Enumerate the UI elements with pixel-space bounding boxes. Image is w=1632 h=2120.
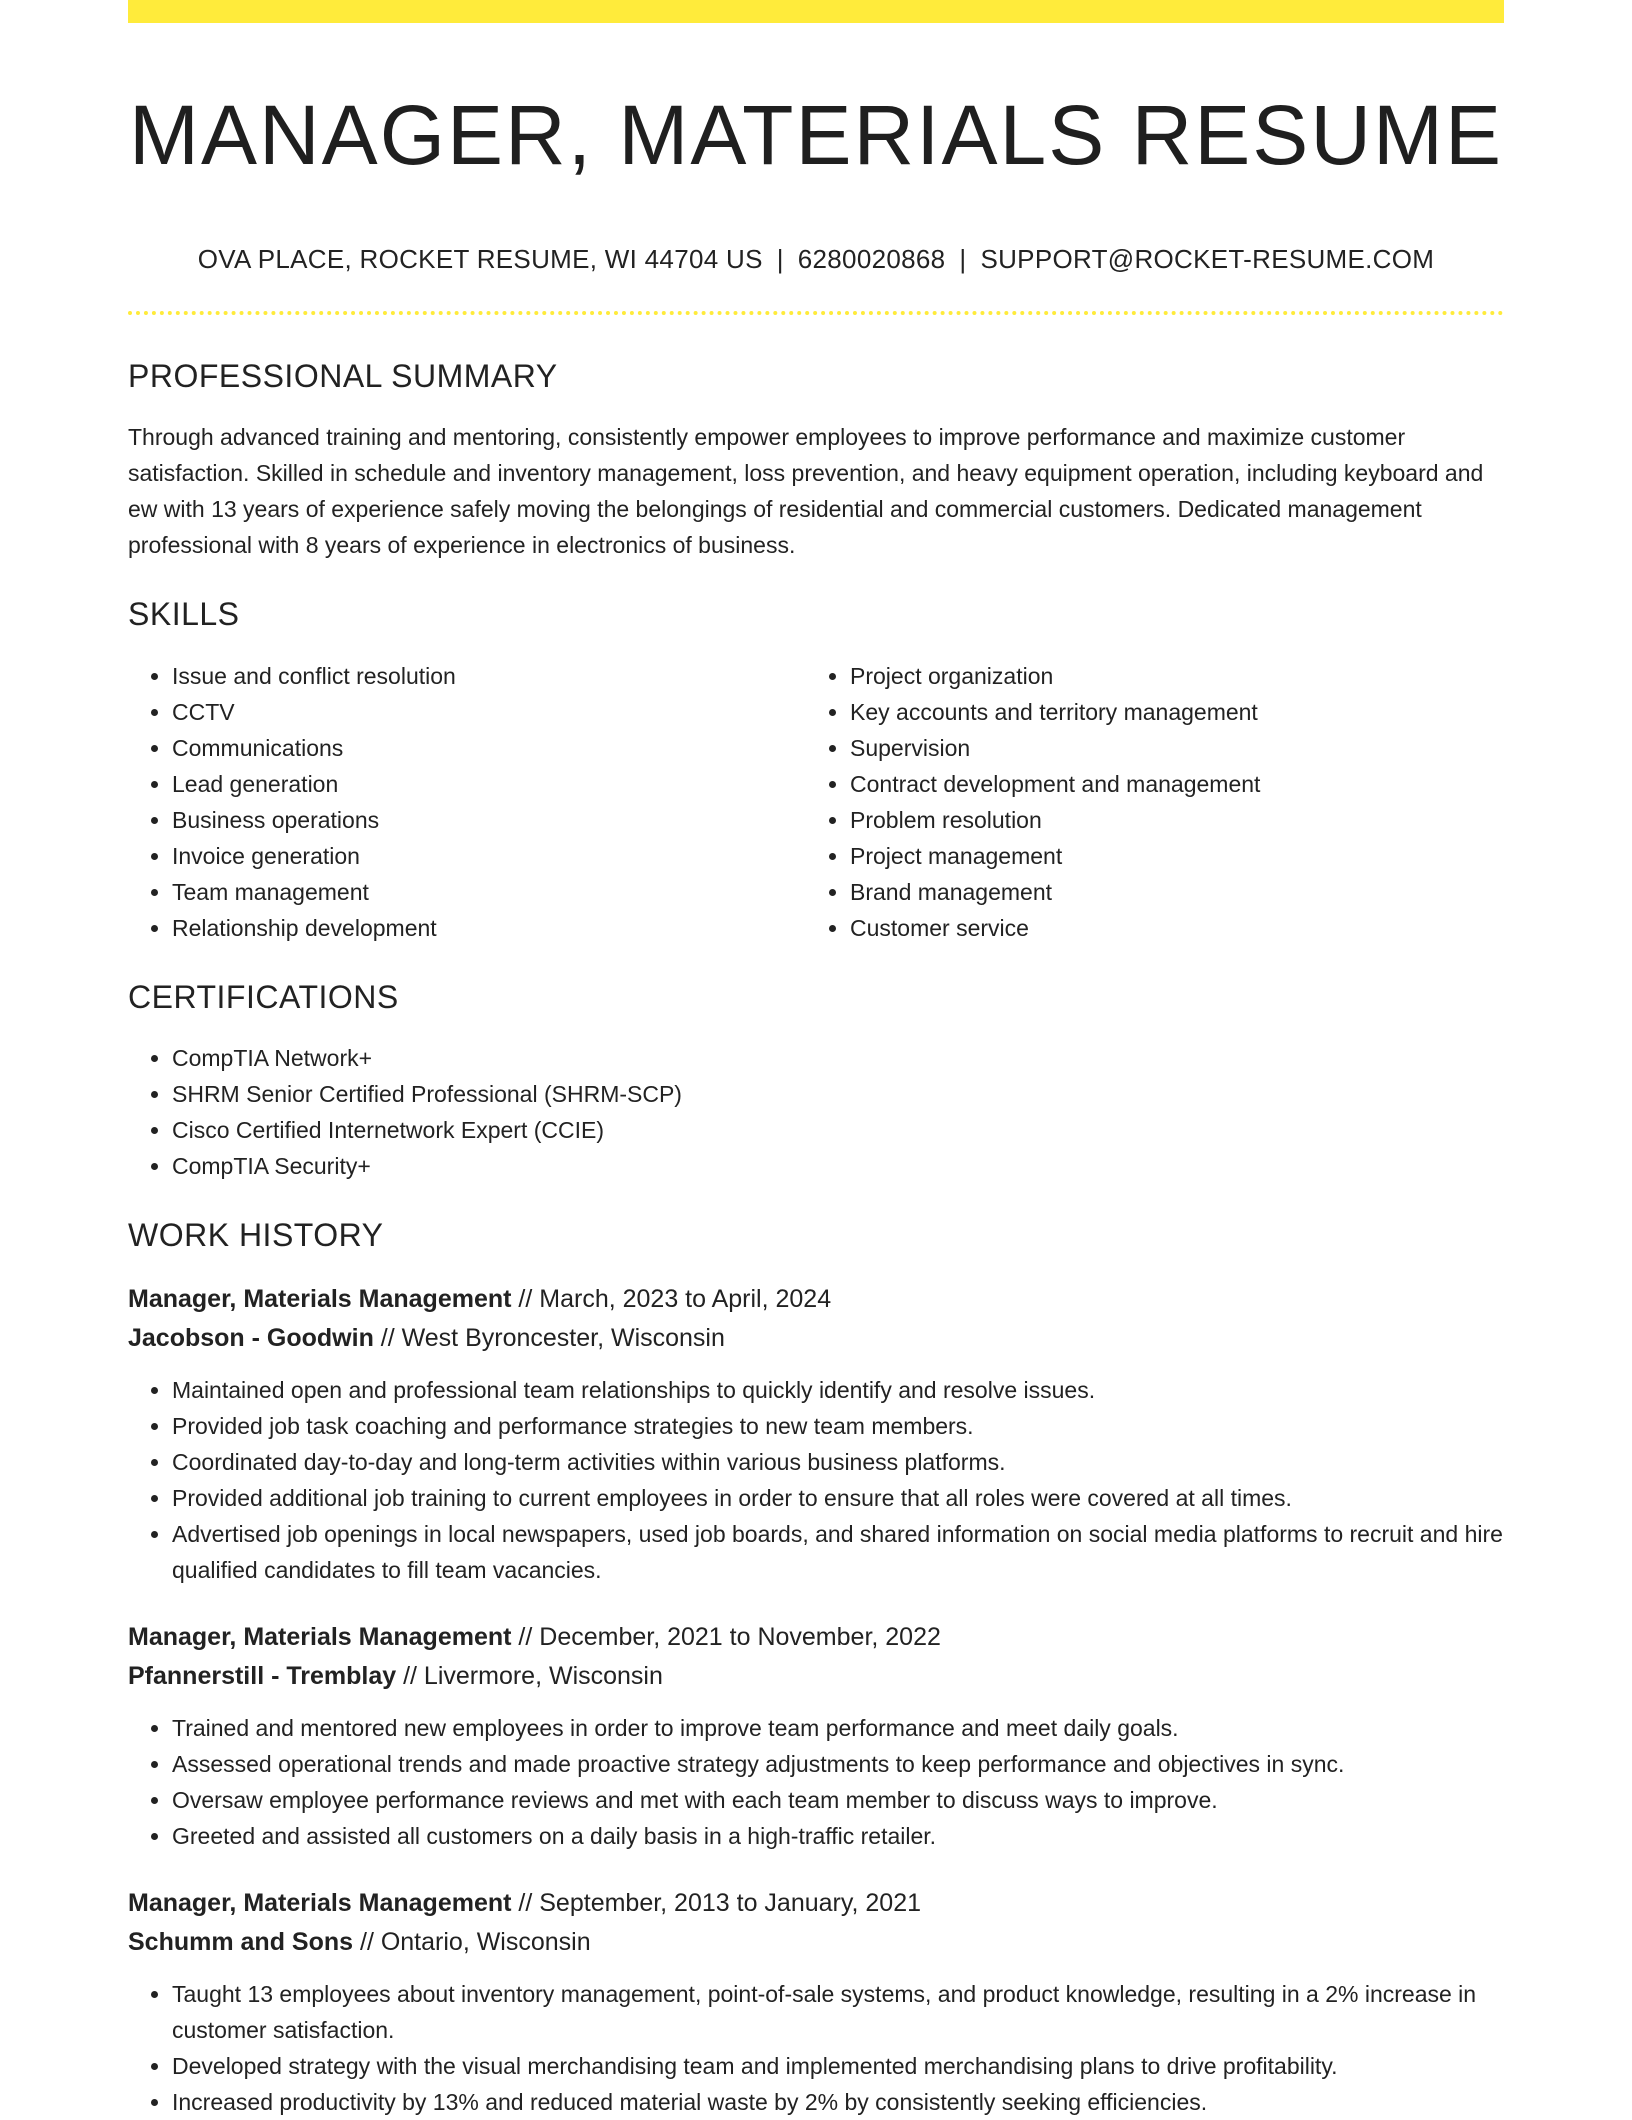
job-bullet: • Provided additional job training to current employees in order to ensure that all roles were covered at all times. [172, 1480, 1504, 1516]
job-entry [128, 1884, 1504, 2120]
skill-item: • Brand management [850, 874, 1484, 910]
skills-column-left [128, 658, 806, 946]
skill-item: • Communications [172, 730, 806, 766]
work-history-heading: WORK HISTORY [128, 1216, 384, 1253]
job-bullet: • Advertised job openings in local newspapers, used job boards, and shared information on social media platforms to recruit and hire qualified candidates to fill team vacancies. [172, 1516, 1504, 1588]
job-bullet: • Developed strategy with the visual merchandising team and implemented merchandising plans to drive profitability. [172, 2048, 1504, 2084]
certification-item: • Cisco Certified Internetwork Expert (CCIE) [172, 1112, 1504, 1148]
skill-item: • Issue and conflict resolution [172, 658, 806, 694]
job-bullets [128, 1710, 1504, 1854]
contact-address: OVA PLACE, ROCKET RESUME, WI 44704 US [197, 243, 763, 274]
job-bullet: • Assessed operational trends and made proactive strategy adjustments to keep performance and objectives in sync. [172, 1746, 1504, 1782]
job-company-line [128, 1657, 1504, 1696]
job-dates: // December, 2021 to November, 2022 [518, 1623, 941, 1652]
job-role-line [128, 1884, 1504, 1923]
job-company-line [128, 1319, 1504, 1358]
summary-text: Through advanced training and mentoring, consistently empower employees to improve performance and maximize customer satisfaction. Skilled in schedule and inventory management, loss prevention, and heavy equipment operation, including keyboard and ew with 13 years of experience safely moving the belongings of residential and commercial customers. Dedicated management professional with 8 years of experience in electronics of business. [128, 424, 1484, 559]
job-bullet: • Trained and mentored new employees in order to improve team performance and meet daily goals. [172, 1710, 1504, 1746]
certifications-heading: CERTIFICATIONS [128, 978, 399, 1015]
job-dates: // September, 2013 to January, 2021 [518, 1889, 922, 1918]
job-location: // West Byroncester, Wisconsin [380, 1324, 725, 1353]
skill-item: • CCTV [172, 694, 806, 730]
skills-heading: SKILLS [128, 596, 240, 633]
skill-item: • Relationship development [172, 910, 806, 946]
contact-email: SUPPORT@ROCKET-RESUME.COM [980, 243, 1435, 274]
work-history-list [128, 1280, 1504, 2120]
job-company: Jacobson - Goodwin [128, 1324, 374, 1353]
contact-phone: 6280020868 [797, 243, 946, 274]
job-location: // Ontario, Wisconsin [360, 1928, 591, 1957]
job-role-line [128, 1618, 1504, 1657]
header-divider [128, 311, 1504, 315]
job-bullet: • Increased productivity by 13% and reduced material waste by 2% by consistently seeking efficiencies. [172, 2084, 1504, 2120]
accent-top-bar [128, 0, 1504, 23]
skill-item: • Project organization [850, 658, 1484, 694]
skill-item: • Team management [172, 874, 806, 910]
skill-item: • Invoice generation [172, 838, 806, 874]
certification-item: • CompTIA Security+ [172, 1148, 1504, 1184]
summary-heading: PROFESSIONAL SUMMARY [128, 357, 558, 394]
skill-item: • Business operations [172, 802, 806, 838]
job-role: Manager, Materials Management [128, 1889, 512, 1918]
job-bullet: • Coordinated day-to-day and long-term activities within various business platforms. [172, 1444, 1504, 1480]
skill-item: • Problem resolution [850, 802, 1484, 838]
skills-list [128, 658, 1504, 946]
skills-column-right [806, 658, 1484, 946]
job-bullets [128, 1372, 1504, 1588]
job-role: Manager, Materials Management [128, 1623, 512, 1652]
resume-page [128, 0, 1504, 2120]
skill-item: • Customer service [850, 910, 1484, 946]
job-bullet: • Maintained open and professional team relationships to quickly identify and resolve issues. [172, 1372, 1504, 1408]
job-role: Manager, Materials Management [128, 1285, 512, 1314]
certifications-list [128, 1040, 1504, 1184]
certification-item: • SHRM Senior Certified Professional (SHRM-SCP) [172, 1076, 1504, 1112]
job-bullet: • Provided job task coaching and performance strategies to new team members. [172, 1408, 1504, 1444]
contact-separator: | [776, 243, 784, 274]
contact-separator: | [959, 243, 967, 274]
job-location: // Livermore, Wisconsin [403, 1662, 663, 1691]
contact-line [128, 244, 1504, 275]
job-bullet: • Taught 13 employees about inventory management, point-of-sale systems, and product knowledge, resulting in a 2% increase in customer satisfaction. [172, 1976, 1504, 2048]
skill-item: • Contract development and management [850, 766, 1484, 802]
job-company: Pfannerstill - Tremblay [128, 1662, 397, 1691]
skill-item: • Supervision [850, 730, 1484, 766]
job-role-line [128, 1280, 1504, 1319]
job-entry [128, 1618, 1504, 1854]
resume-title: MANAGER, MATERIALS RESUME [129, 88, 1503, 182]
job-company: Schumm and Sons [128, 1928, 354, 1957]
job-bullets [128, 1976, 1504, 2120]
job-company-line [128, 1923, 1504, 1962]
job-bullet: • Greeted and assisted all customers on a daily basis in a high-traffic retailer. [172, 1818, 1504, 1854]
job-dates: // March, 2023 to April, 2024 [518, 1285, 832, 1314]
skill-item: • Project management [850, 838, 1484, 874]
job-bullet: • Oversaw employee performance reviews and met with each team member to discuss ways to improve. [172, 1782, 1504, 1818]
certification-item: • CompTIA Network+ [172, 1040, 1504, 1076]
skill-item: • Lead generation [172, 766, 806, 802]
skill-item: • Key accounts and territory management [850, 694, 1484, 730]
job-entry [128, 1280, 1504, 1588]
